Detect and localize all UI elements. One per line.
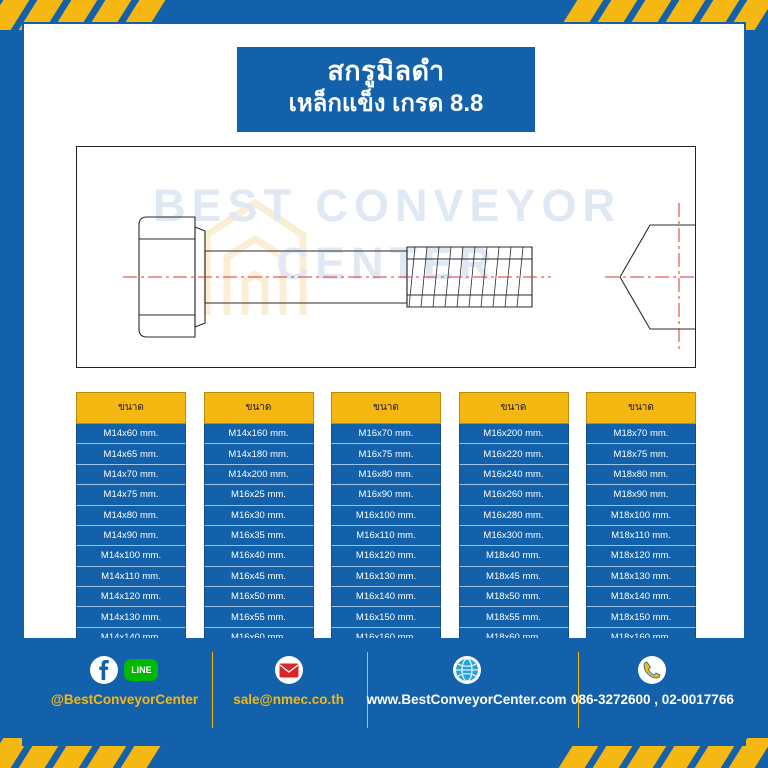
table-row: M16x280 mm.: [459, 506, 569, 526]
table-row: M14x65 mm.: [76, 444, 186, 464]
envelope-icon[interactable]: [275, 656, 303, 684]
footer-bar: [22, 638, 746, 746]
table-row: M18x40 mm.: [459, 546, 569, 566]
email-address: sale@nmec.co.th: [233, 692, 344, 707]
table-row: M18x100 mm.: [586, 506, 696, 526]
product-drawing: [76, 146, 696, 368]
table-row: M16x140 mm.: [331, 587, 441, 607]
column-header: ขนาด: [331, 392, 441, 424]
table-row: M18x80 mm.: [586, 465, 696, 485]
table-row: M14x180 mm.: [204, 444, 314, 464]
size-table-1: [76, 392, 186, 669]
table-row: M16x90 mm.: [331, 485, 441, 505]
table-row: M16x100 mm.: [331, 506, 441, 526]
globe-icon[interactable]: [453, 656, 481, 684]
table-row: M16x80 mm.: [331, 465, 441, 485]
table-row: M16x200 mm.: [459, 424, 569, 444]
table-row: M16x220 mm.: [459, 444, 569, 464]
table-row: M16x130 mm.: [331, 567, 441, 587]
table-row: M18x50 mm.: [459, 587, 569, 607]
watermark-line-2: CENTER: [276, 238, 498, 289]
footer-website[interactable]: [362, 656, 570, 707]
table-row: M16x35 mm.: [204, 526, 314, 546]
table-row: M16x50 mm.: [204, 587, 314, 607]
column-header: ขนาด: [586, 392, 696, 424]
table-row: M16x110 mm.: [331, 526, 441, 546]
title-line-1: สกรูมิลดำ: [327, 56, 445, 86]
table-row: M16x120 mm.: [331, 546, 441, 566]
website-url: www.BestConveyorCenter.com: [366, 692, 567, 707]
footer-phone[interactable]: [571, 656, 734, 707]
table-row: M14x160 mm.: [204, 424, 314, 444]
table-row: M18x150 mm.: [586, 607, 696, 627]
table-row: M16x150 mm.: [331, 607, 441, 627]
table-row: M14x60 mm.: [76, 424, 186, 444]
phone-icon[interactable]: [638, 656, 666, 684]
footer-social[interactable]: [34, 656, 215, 707]
size-table-2: [204, 392, 314, 669]
footer-email[interactable]: [215, 656, 362, 707]
table-row: M18x140 mm.: [586, 587, 696, 607]
size-table-3: [331, 392, 441, 669]
table-row: M14x75 mm.: [76, 485, 186, 505]
size-table-4: [459, 392, 569, 669]
table-row: M18x110 mm.: [586, 526, 696, 546]
column-header: ขนาด: [204, 392, 314, 424]
table-row: M18x45 mm.: [459, 567, 569, 587]
table-row: M14x80 mm.: [76, 506, 186, 526]
facebook-handle: @BestConveyorCenter: [50, 692, 199, 707]
table-row: M16x300 mm.: [459, 526, 569, 546]
table-row: M14x110 mm.: [76, 567, 186, 587]
table-row: M16x55 mm.: [204, 607, 314, 627]
table-row: M18x55 mm.: [459, 607, 569, 627]
column-header: ขนาด: [459, 392, 569, 424]
size-table-5: [586, 392, 696, 669]
table-row: M14x200 mm.: [204, 465, 314, 485]
table-row: M18x90 mm.: [586, 485, 696, 505]
table-row: M16x70 mm.: [331, 424, 441, 444]
size-tables: [76, 392, 696, 669]
table-row: M14x100 mm.: [76, 546, 186, 566]
table-row: M16x45 mm.: [204, 567, 314, 587]
table-row: M16x240 mm.: [459, 465, 569, 485]
page-title: [237, 47, 535, 132]
table-row: M14x70 mm.: [76, 465, 186, 485]
table-row: M14x130 mm.: [76, 607, 186, 627]
table-row: M16x40 mm.: [204, 546, 314, 566]
table-row: M14x90 mm.: [76, 526, 186, 546]
facebook-icon[interactable]: [90, 656, 118, 684]
table-row: M16x260 mm.: [459, 485, 569, 505]
table-row: M16x30 mm.: [204, 506, 314, 526]
table-row: M16x25 mm.: [204, 485, 314, 505]
watermark-line-1: BEST CONVEYOR: [152, 180, 622, 231]
bolt-diagram: [77, 147, 696, 368]
column-header: ขนาด: [76, 392, 186, 424]
table-row: M18x70 mm.: [586, 424, 696, 444]
phone-number: 086-3272600 , 02-0017766: [570, 692, 734, 707]
table-row: M18x130 mm.: [586, 567, 696, 587]
table-row: M16x75 mm.: [331, 444, 441, 464]
line-icon[interactable]: LINE: [124, 659, 158, 681]
table-row: M14x120 mm.: [76, 587, 186, 607]
table-row: M18x120 mm.: [586, 546, 696, 566]
table-row: M18x75 mm.: [586, 444, 696, 464]
title-line-2: เหล็กแข็ง เกรด 8.8: [288, 90, 484, 117]
